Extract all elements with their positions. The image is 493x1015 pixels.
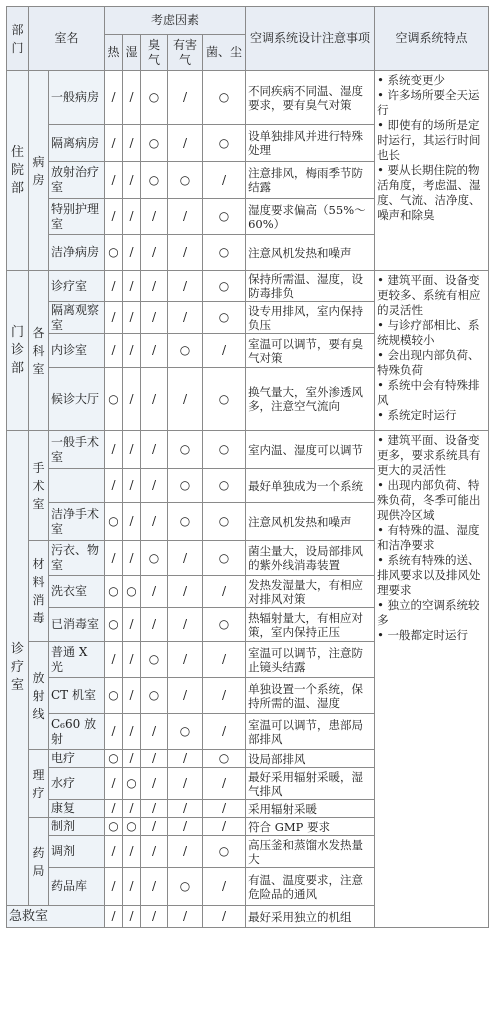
factor-mark: / [141,503,168,541]
design-note: 室温可以调节，患部局部排风 [246,714,375,750]
design-note: 设专用排风，室内保持负压 [246,302,375,334]
factor-col-header: 菌、尘 [203,35,246,71]
section-label-ward: 病房 [32,154,45,187]
factor-mark: / [168,642,203,678]
dept-cell-medtech [7,431,29,906]
section-label-radiology: 放射线 [32,670,45,721]
feature-item: • 要从长期住院的物活角度，考虑温、湿度、气流、洁净度、噪声和除臭 [377,163,481,222]
factor-mark: ○ [203,836,246,868]
factor-mark: / [123,836,141,868]
room-name: 特别护理室 [49,199,105,235]
factor-mark: / [105,334,123,368]
feature-item: • 建筑平面、设备变更较多、系统有相应的灵活性 [377,273,481,317]
factor-mark: / [168,836,203,868]
factor-mark: / [123,162,141,199]
factor-mark: / [203,768,246,800]
design-note: 室温可以调节，要有臭气对策 [246,334,375,368]
factors-header: 考虑因素 [105,7,246,35]
section-label-pharmacy: 药局 [32,845,45,878]
factor-mark: ○ [203,235,246,271]
factor-mark: / [168,608,203,642]
feature-item: • 一般都定时运行 [377,628,469,642]
factor-mark: / [123,368,141,431]
factor-mark: ○ [141,541,168,576]
design-note: 最好采用辐射采暖，湿气排风 [246,768,375,800]
factor-mark: / [105,302,123,334]
room-name: 电疗 [49,750,105,768]
factor-mark: / [123,608,141,642]
notes-header: 空调系统设计注意事项 [246,7,375,71]
design-note: 有温、温度要求，注意危险品的通风 [246,868,375,906]
design-note: 保持所需温、湿度，设防毒排负 [246,271,375,302]
factor-mark: / [168,576,203,608]
factor-mark: / [123,235,141,271]
factor-mark: ○ [203,541,246,576]
factor-mark: / [105,768,123,800]
factor-mark: ○ [168,714,203,750]
factor-mark: / [123,906,141,928]
factor-mark: ○ [105,503,123,541]
feature-item: • 即使有的场所是定时运行，其运行时间也长 [377,118,481,162]
factor-mark: ○ [203,469,246,503]
section-cell-physio [29,750,49,818]
factor-mark: / [141,334,168,368]
design-note: 室温可以调节，注意防止镜头结露 [246,642,375,678]
factor-mark: ○ [141,125,168,162]
factor-mark: ○ [168,868,203,906]
factor-mark: ○ [141,71,168,125]
design-note: 菌尘量大，设局部排风的紫外线消毒装置 [246,541,375,576]
factor-mark: ○ [141,678,168,714]
factor-col-header: 臭气 [141,35,168,71]
room-name: 隔离病房 [49,125,105,162]
factor-mark: / [123,125,141,162]
factor-mark: ○ [168,334,203,368]
dept-header-label: 部门 [11,22,24,55]
feature-item: • 出现内部负荷、特殊负荷，冬季可能出现供冷区域 [377,478,481,522]
feature-item: • 与诊疗部相比、系统规模较小 [377,318,480,347]
factor-mark: / [168,818,203,836]
feature-item: • 系统有特殊的送、排风要求以及排风处理要求 [377,553,481,597]
factor-mark: ○ [168,431,203,469]
design-note: 符合 GMP 要求 [246,818,375,836]
factor-mark: / [123,199,141,235]
room-header: 室名 [29,7,105,71]
factor-mark: ○ [203,271,246,302]
factor-mark: / [203,642,246,678]
factor-mark: ○ [141,642,168,678]
factor-mark: / [168,271,203,302]
factor-mark: / [141,199,168,235]
room-name: 候诊大厅 [49,368,105,431]
design-note: 高压釜和蒸馏水发热量大 [246,836,375,868]
factor-mark: / [123,714,141,750]
section-cell-ward [29,71,49,271]
factor-mark: / [105,125,123,162]
design-note: 采用辐射采暖 [246,800,375,818]
design-note: 热辐射量大，有相应对策，室内保持正压 [246,608,375,642]
factor-mark: / [105,271,123,302]
factor-mark: ○ [168,469,203,503]
feature-item: • 会出现内部负荷、特殊负荷 [377,348,480,377]
room-name: 制剂 [49,818,105,836]
factor-mark: / [141,608,168,642]
feature-item: • 建筑平面、设备变更多，要求系统具有更大的灵活性 [377,433,481,477]
factor-mark: / [123,678,141,714]
factor-mark: / [105,836,123,868]
factor-mark: / [105,469,123,503]
factor-mark: / [105,906,123,928]
dept-label-outpatient: 门诊部 [11,324,25,376]
room-name: 已消毒室 [49,608,105,642]
factor-mark: / [203,576,246,608]
factor-mark: / [123,71,141,125]
factor-mark: / [168,541,203,576]
room-name: 洁净病房 [49,235,105,271]
factor-mark: / [141,271,168,302]
room-name: 水疗 [49,768,105,800]
factor-mark: / [168,235,203,271]
feature-item: • 系统变更少 [377,73,446,87]
feature-item: • 系统中会有特殊排风 [377,378,480,407]
factor-mark: / [168,368,203,431]
factor-mark: / [141,235,168,271]
room-name: 调剂 [49,836,105,868]
factor-mark: / [105,71,123,125]
design-note: 换气量大，室外渗透风多，注意空气流向 [246,368,375,431]
room-name: CT 机室 [49,678,105,714]
feature-item: • 有特殊的温、湿度和洁净要求 [377,523,480,552]
factor-mark: / [105,642,123,678]
design-note: 单独设置一个系统，保持所需的温、湿度 [246,678,375,714]
factor-mark: / [203,162,246,199]
factor-mark: / [141,906,168,928]
room-name: 污衣、物室 [49,541,105,576]
factor-mark: / [141,836,168,868]
dept-header [7,7,29,71]
design-note: 设单独排风并进行特殊处理 [246,125,375,162]
factor-mark: ○ [105,678,123,714]
section-label-surgery: 手术室 [32,460,45,511]
factor-mark: / [168,71,203,125]
factor-mark: ○ [203,608,246,642]
factor-mark: ○ [203,503,246,541]
room-name: 康复 [49,800,105,818]
factor-mark: / [123,302,141,334]
factor-mark: / [168,906,203,928]
section-label-clinic: 各科室 [32,325,45,376]
design-note: 设局部排风 [246,750,375,768]
room-name: 普通 X 光 [49,642,105,678]
factor-mark: / [141,818,168,836]
factor-mark: / [141,768,168,800]
factor-mark: / [123,800,141,818]
factor-mark: / [141,469,168,503]
factor-mark: / [168,768,203,800]
factor-mark: / [105,800,123,818]
room-name: 内诊室 [49,334,105,368]
factor-mark: / [105,199,123,235]
factor-mark: / [123,642,141,678]
room-name: 洗衣室 [49,576,105,608]
design-note: 注意风机发热和噪声 [246,503,375,541]
design-note: 发热发湿量大，有相应对排风对策 [246,576,375,608]
section-cell-radiology [29,642,49,750]
factor-mark: / [141,368,168,431]
factor-mark: / [168,302,203,334]
factor-mark: ○ [168,503,203,541]
room-name [49,469,105,503]
design-note: 不同疾病不同温、湿度要求，要有臭气对策 [246,71,375,125]
factor-mark: / [203,800,246,818]
factor-mark: / [203,868,246,906]
factor-mark: ○ [105,608,123,642]
factor-mark: / [123,271,141,302]
section-cell-supply [29,541,49,642]
dept-label-medtech: 诊疗室 [11,642,25,693]
factor-mark: / [203,678,246,714]
table-row [7,431,489,469]
feature-item: • 独立的空调系统较多 [377,598,480,627]
factor-col-header: 湿 [123,35,141,71]
factor-mark: / [123,868,141,906]
room-name: C₆60 放射 [49,714,105,750]
factor-mark: / [123,503,141,541]
factor-mark: / [203,818,246,836]
dept-cell-emergency: 急救室 [7,906,105,928]
table-row [7,271,489,302]
room-name: 诊疗室 [49,271,105,302]
factor-mark: ○ [123,768,141,800]
room-name: 一般手术室 [49,431,105,469]
factor-col-header: 热 [105,35,123,71]
features-cell-medtech [375,431,489,928]
room-name: 药品库 [49,868,105,906]
section-cell-pharmacy [29,818,49,906]
factor-mark: / [141,868,168,906]
factor-mark: / [141,302,168,334]
factor-mark: ○ [203,431,246,469]
dept-cell-outpatient [7,271,29,431]
feature-item: • 系统定时运行 [377,408,457,422]
factor-mark: / [105,162,123,199]
factor-mark: / [141,576,168,608]
table-row [7,71,489,125]
room-name: 隔离观察室 [49,302,105,334]
room-name: 放射治疗室 [49,162,105,199]
section-label-physio: 理疗 [32,767,45,800]
factor-mark: ○ [203,71,246,125]
factor-mark: / [105,431,123,469]
design-note: 最好采用独立的机组 [246,906,375,928]
factor-mark: ○ [105,818,123,836]
dept-cell-inpatient [7,71,29,271]
factor-mark: / [123,541,141,576]
factor-mark: / [123,431,141,469]
factor-mark: / [168,678,203,714]
factor-mark: / [141,800,168,818]
dept-label-inpatient: 住院部 [11,144,25,196]
design-note: 室内温、湿度可以调节 [246,431,375,469]
factor-mark: / [168,125,203,162]
features-header: 空调系统特点 [375,7,489,71]
features-cell-inpatient [375,71,489,271]
room-name: 一般病房 [49,71,105,125]
factor-mark: / [203,334,246,368]
design-note: 注意风机发热和噪声 [246,235,375,271]
factor-mark: / [123,750,141,768]
factor-mark: / [168,199,203,235]
factor-mark: / [203,906,246,928]
factor-mark: / [168,750,203,768]
factor-mark: / [105,541,123,576]
section-cell-surgery [29,431,49,541]
factor-col-header: 有害气 [168,35,203,71]
factor-mark: / [168,800,203,818]
room-name: 洁净手术室 [49,503,105,541]
factor-mark: ○ [123,576,141,608]
design-note: 最好单独成为一个系统 [246,469,375,503]
factor-mark: / [141,714,168,750]
section-label-supply: 材料消毒 [32,557,45,625]
factor-mark: ○ [123,818,141,836]
factor-mark: ○ [203,302,246,334]
factor-mark: ○ [168,162,203,199]
features-cell-outpatient [375,271,489,431]
header-row [7,7,489,35]
factor-mark: ○ [141,162,168,199]
feature-item: • 许多场所要全天运行 [377,88,480,117]
factor-mark: ○ [203,368,246,431]
factor-mark: / [141,750,168,768]
factor-mark: / [105,868,123,906]
factor-mark: ○ [105,576,123,608]
design-note: 注意排风，梅雨季节防结露 [246,162,375,199]
design-note: 湿度要求偏高（55%～60%） [246,199,375,235]
factor-mark: ○ [203,750,246,768]
factor-mark: ○ [203,199,246,235]
factor-mark: / [105,714,123,750]
factor-mark: ○ [105,750,123,768]
factor-mark: ○ [105,368,123,431]
section-cell-clinic [29,271,49,431]
factor-mark: / [141,431,168,469]
factor-mark: ○ [203,125,246,162]
factor-mark: ○ [105,235,123,271]
factor-mark: / [123,334,141,368]
hvac-design-table [6,6,489,928]
factor-mark: / [203,714,246,750]
factor-mark: / [123,469,141,503]
